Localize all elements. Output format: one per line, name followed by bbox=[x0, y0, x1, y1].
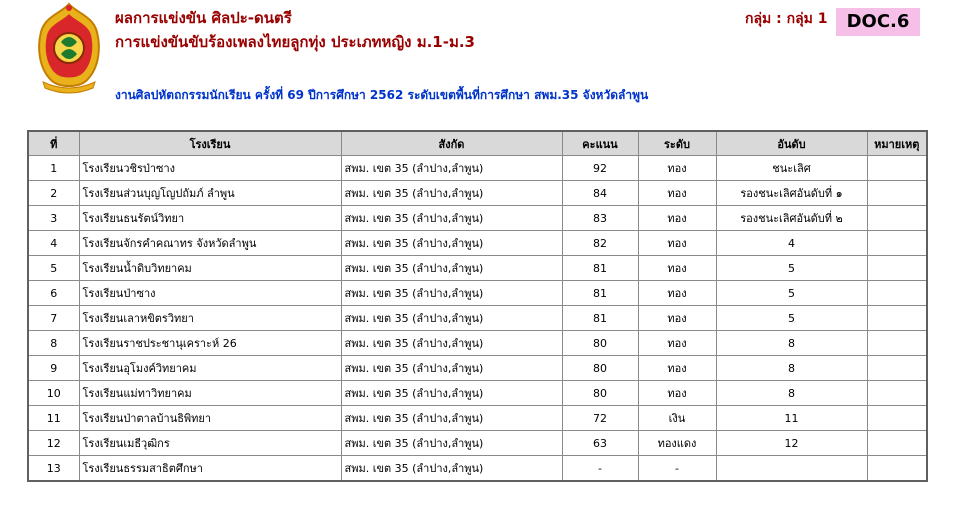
column-header: อันดับ bbox=[716, 131, 867, 156]
rank-cell: รองชนะเลิศอันดับที่ ๒ bbox=[716, 206, 867, 231]
rank-cell: 11 bbox=[716, 406, 867, 431]
school-name-cell: โรงเรียนน้ำดิบวิทยาคม bbox=[79, 256, 341, 281]
table-row bbox=[28, 456, 927, 482]
column-header: โรงเรียน bbox=[79, 131, 341, 156]
remark-cell bbox=[867, 331, 927, 356]
rank-cell: 8 bbox=[716, 381, 867, 406]
medal-level-cell: ทอง bbox=[638, 231, 716, 256]
table-row bbox=[28, 231, 927, 256]
school-name-cell: โรงเรียนธนรัตน์วิทยา bbox=[79, 206, 341, 231]
row-number-cell: 3 bbox=[28, 206, 79, 231]
medal-level-cell: - bbox=[638, 456, 716, 482]
remark-cell bbox=[867, 381, 927, 406]
medal-level-cell: ทอง bbox=[638, 331, 716, 356]
row-number-cell: 6 bbox=[28, 281, 79, 306]
row-number-cell: 10 bbox=[28, 381, 79, 406]
table-row bbox=[28, 156, 927, 181]
column-header: คะแนน bbox=[562, 131, 638, 156]
table-row bbox=[28, 281, 927, 306]
medal-level-cell: ทอง bbox=[638, 356, 716, 381]
row-number-cell: 5 bbox=[28, 256, 79, 281]
rank-cell bbox=[716, 456, 867, 482]
row-number-cell: 1 bbox=[28, 156, 79, 181]
table-row bbox=[28, 181, 927, 206]
score-cell: 82 bbox=[562, 231, 638, 256]
table-row bbox=[28, 356, 927, 381]
affiliation-cell: สพม. เขต 35 (ลำปาง,ลำพูน) bbox=[341, 256, 562, 281]
score-cell: 83 bbox=[562, 206, 638, 231]
school-emblem-icon bbox=[35, 2, 103, 94]
remark-cell bbox=[867, 431, 927, 456]
medal-level-cell: ทอง bbox=[638, 306, 716, 331]
score-cell: 81 bbox=[562, 281, 638, 306]
score-cell: - bbox=[562, 456, 638, 482]
remark-cell bbox=[867, 206, 927, 231]
row-number-cell: 11 bbox=[28, 406, 79, 431]
school-name-cell: โรงเรียนอุโมงค์วิทยาคม bbox=[79, 356, 341, 381]
school-name-cell: โรงเรียนป่าตาลบ้านธิพิทยา bbox=[79, 406, 341, 431]
affiliation-cell: สพม. เขต 35 (ลำปาง,ลำพูน) bbox=[341, 206, 562, 231]
rank-cell: รองชนะเลิศอันดับที่ ๑ bbox=[716, 181, 867, 206]
column-header: หมายเหตุ bbox=[867, 131, 927, 156]
score-cell: 80 bbox=[562, 381, 638, 406]
score-cell: 81 bbox=[562, 306, 638, 331]
remark-cell bbox=[867, 281, 927, 306]
remark-cell bbox=[867, 356, 927, 381]
remark-cell bbox=[867, 156, 927, 181]
score-cell: 81 bbox=[562, 256, 638, 281]
event-info: งานศิลปหัตถกรรมนักเรียน ครั้งที่ 69 ปีการศึกษา 2562 ระดับเขตพื้นที่การศึกษา สพม.35 จังหวัดลำพูน bbox=[115, 88, 649, 102]
doc-badge: DOC.6 bbox=[836, 8, 920, 36]
competition-name: การแข่งขันขับร้องเพลงไทยลูกทุ่ง ประเภทหญิง ม.1-ม.3 bbox=[115, 33, 475, 51]
row-number-cell: 2 bbox=[28, 181, 79, 206]
school-name-cell: โรงเรียนจักรคำคณาทร จังหวัดลำพูน bbox=[79, 231, 341, 256]
affiliation-cell: สพม. เขต 35 (ลำปาง,ลำพูน) bbox=[341, 156, 562, 181]
medal-level-cell: ทอง bbox=[638, 281, 716, 306]
affiliation-cell: สพม. เขต 35 (ลำปาง,ลำพูน) bbox=[341, 406, 562, 431]
table-row bbox=[28, 431, 927, 456]
affiliation-cell: สพม. เขต 35 (ลำปาง,ลำพูน) bbox=[341, 356, 562, 381]
affiliation-cell: สพม. เขต 35 (ลำปาง,ลำพูน) bbox=[341, 431, 562, 456]
medal-level-cell: ทอง bbox=[638, 256, 716, 281]
table-row bbox=[28, 381, 927, 406]
affiliation-cell: สพม. เขต 35 (ลำปาง,ลำพูน) bbox=[341, 456, 562, 482]
row-number-cell: 7 bbox=[28, 306, 79, 331]
medal-level-cell: เงิน bbox=[638, 406, 716, 431]
row-number-cell: 8 bbox=[28, 331, 79, 356]
rank-cell: 4 bbox=[716, 231, 867, 256]
column-header: ระดับ bbox=[638, 131, 716, 156]
school-name-cell: โรงเรียนป่าซาง bbox=[79, 281, 341, 306]
remark-cell bbox=[867, 456, 927, 482]
score-cell: 80 bbox=[562, 356, 638, 381]
rank-cell: 12 bbox=[716, 431, 867, 456]
affiliation-cell: สพม. เขต 35 (ลำปาง,ลำพูน) bbox=[341, 281, 562, 306]
medal-level-cell: ทอง bbox=[638, 156, 716, 181]
rank-cell: ชนะเลิศ bbox=[716, 156, 867, 181]
remark-cell bbox=[867, 256, 927, 281]
table-row bbox=[28, 256, 927, 281]
row-number-cell: 12 bbox=[28, 431, 79, 456]
row-number-cell: 13 bbox=[28, 456, 79, 482]
rank-cell: 8 bbox=[716, 331, 867, 356]
school-name-cell: โรงเรียนธรรมสาธิตศึกษา bbox=[79, 456, 341, 482]
rank-cell: 5 bbox=[716, 256, 867, 281]
school-name-cell: โรงเรียนราชประชานุเคราะห์ 26 bbox=[79, 331, 341, 356]
affiliation-cell: สพม. เขต 35 (ลำปาง,ลำพูน) bbox=[341, 231, 562, 256]
score-cell: 80 bbox=[562, 331, 638, 356]
remark-cell bbox=[867, 181, 927, 206]
affiliation-cell: สพม. เขต 35 (ลำปาง,ลำพูน) bbox=[341, 181, 562, 206]
remark-cell bbox=[867, 231, 927, 256]
score-cell: 72 bbox=[562, 406, 638, 431]
table-row bbox=[28, 206, 927, 231]
results-title: ผลการแข่งขัน ศิลปะ-ดนตรี bbox=[115, 9, 292, 27]
rank-cell: 8 bbox=[716, 356, 867, 381]
school-name-cell: โรงเรียนเลาหขิตรวิทยา bbox=[79, 306, 341, 331]
school-name-cell: โรงเรียนวชิรป่าซาง bbox=[79, 156, 341, 181]
medal-level-cell: ทอง bbox=[638, 381, 716, 406]
table-row bbox=[28, 306, 927, 331]
results-table bbox=[27, 130, 928, 482]
table-row bbox=[28, 331, 927, 356]
row-number-cell: 9 bbox=[28, 356, 79, 381]
table-row bbox=[28, 406, 927, 431]
medal-level-cell: ทอง bbox=[638, 181, 716, 206]
medal-level-cell: ทอง bbox=[638, 206, 716, 231]
school-name-cell: โรงเรียนแม่ทาวิทยาคม bbox=[79, 381, 341, 406]
group-label: กลุ่ม : กลุ่ม 1 bbox=[745, 11, 828, 27]
score-cell: 84 bbox=[562, 181, 638, 206]
affiliation-cell: สพม. เขต 35 (ลำปาง,ลำพูน) bbox=[341, 331, 562, 356]
rank-cell: 5 bbox=[716, 306, 867, 331]
affiliation-cell: สพม. เขต 35 (ลำปาง,ลำพูน) bbox=[341, 381, 562, 406]
medal-level-cell: ทองแดง bbox=[638, 431, 716, 456]
score-cell: 92 bbox=[562, 156, 638, 181]
column-header: สังกัด bbox=[341, 131, 562, 156]
column-header: ที่ bbox=[28, 131, 79, 156]
score-cell: 63 bbox=[562, 431, 638, 456]
rank-cell: 5 bbox=[716, 281, 867, 306]
remark-cell bbox=[867, 406, 927, 431]
table-header-row bbox=[28, 131, 927, 156]
row-number-cell: 4 bbox=[28, 231, 79, 256]
affiliation-cell: สพม. เขต 35 (ลำปาง,ลำพูน) bbox=[341, 306, 562, 331]
school-name-cell: โรงเรียนเมธีวุฒิกร bbox=[79, 431, 341, 456]
remark-cell bbox=[867, 306, 927, 331]
school-name-cell: โรงเรียนส่วนบุญโญปถัมภ์ ลำพูน bbox=[79, 181, 341, 206]
